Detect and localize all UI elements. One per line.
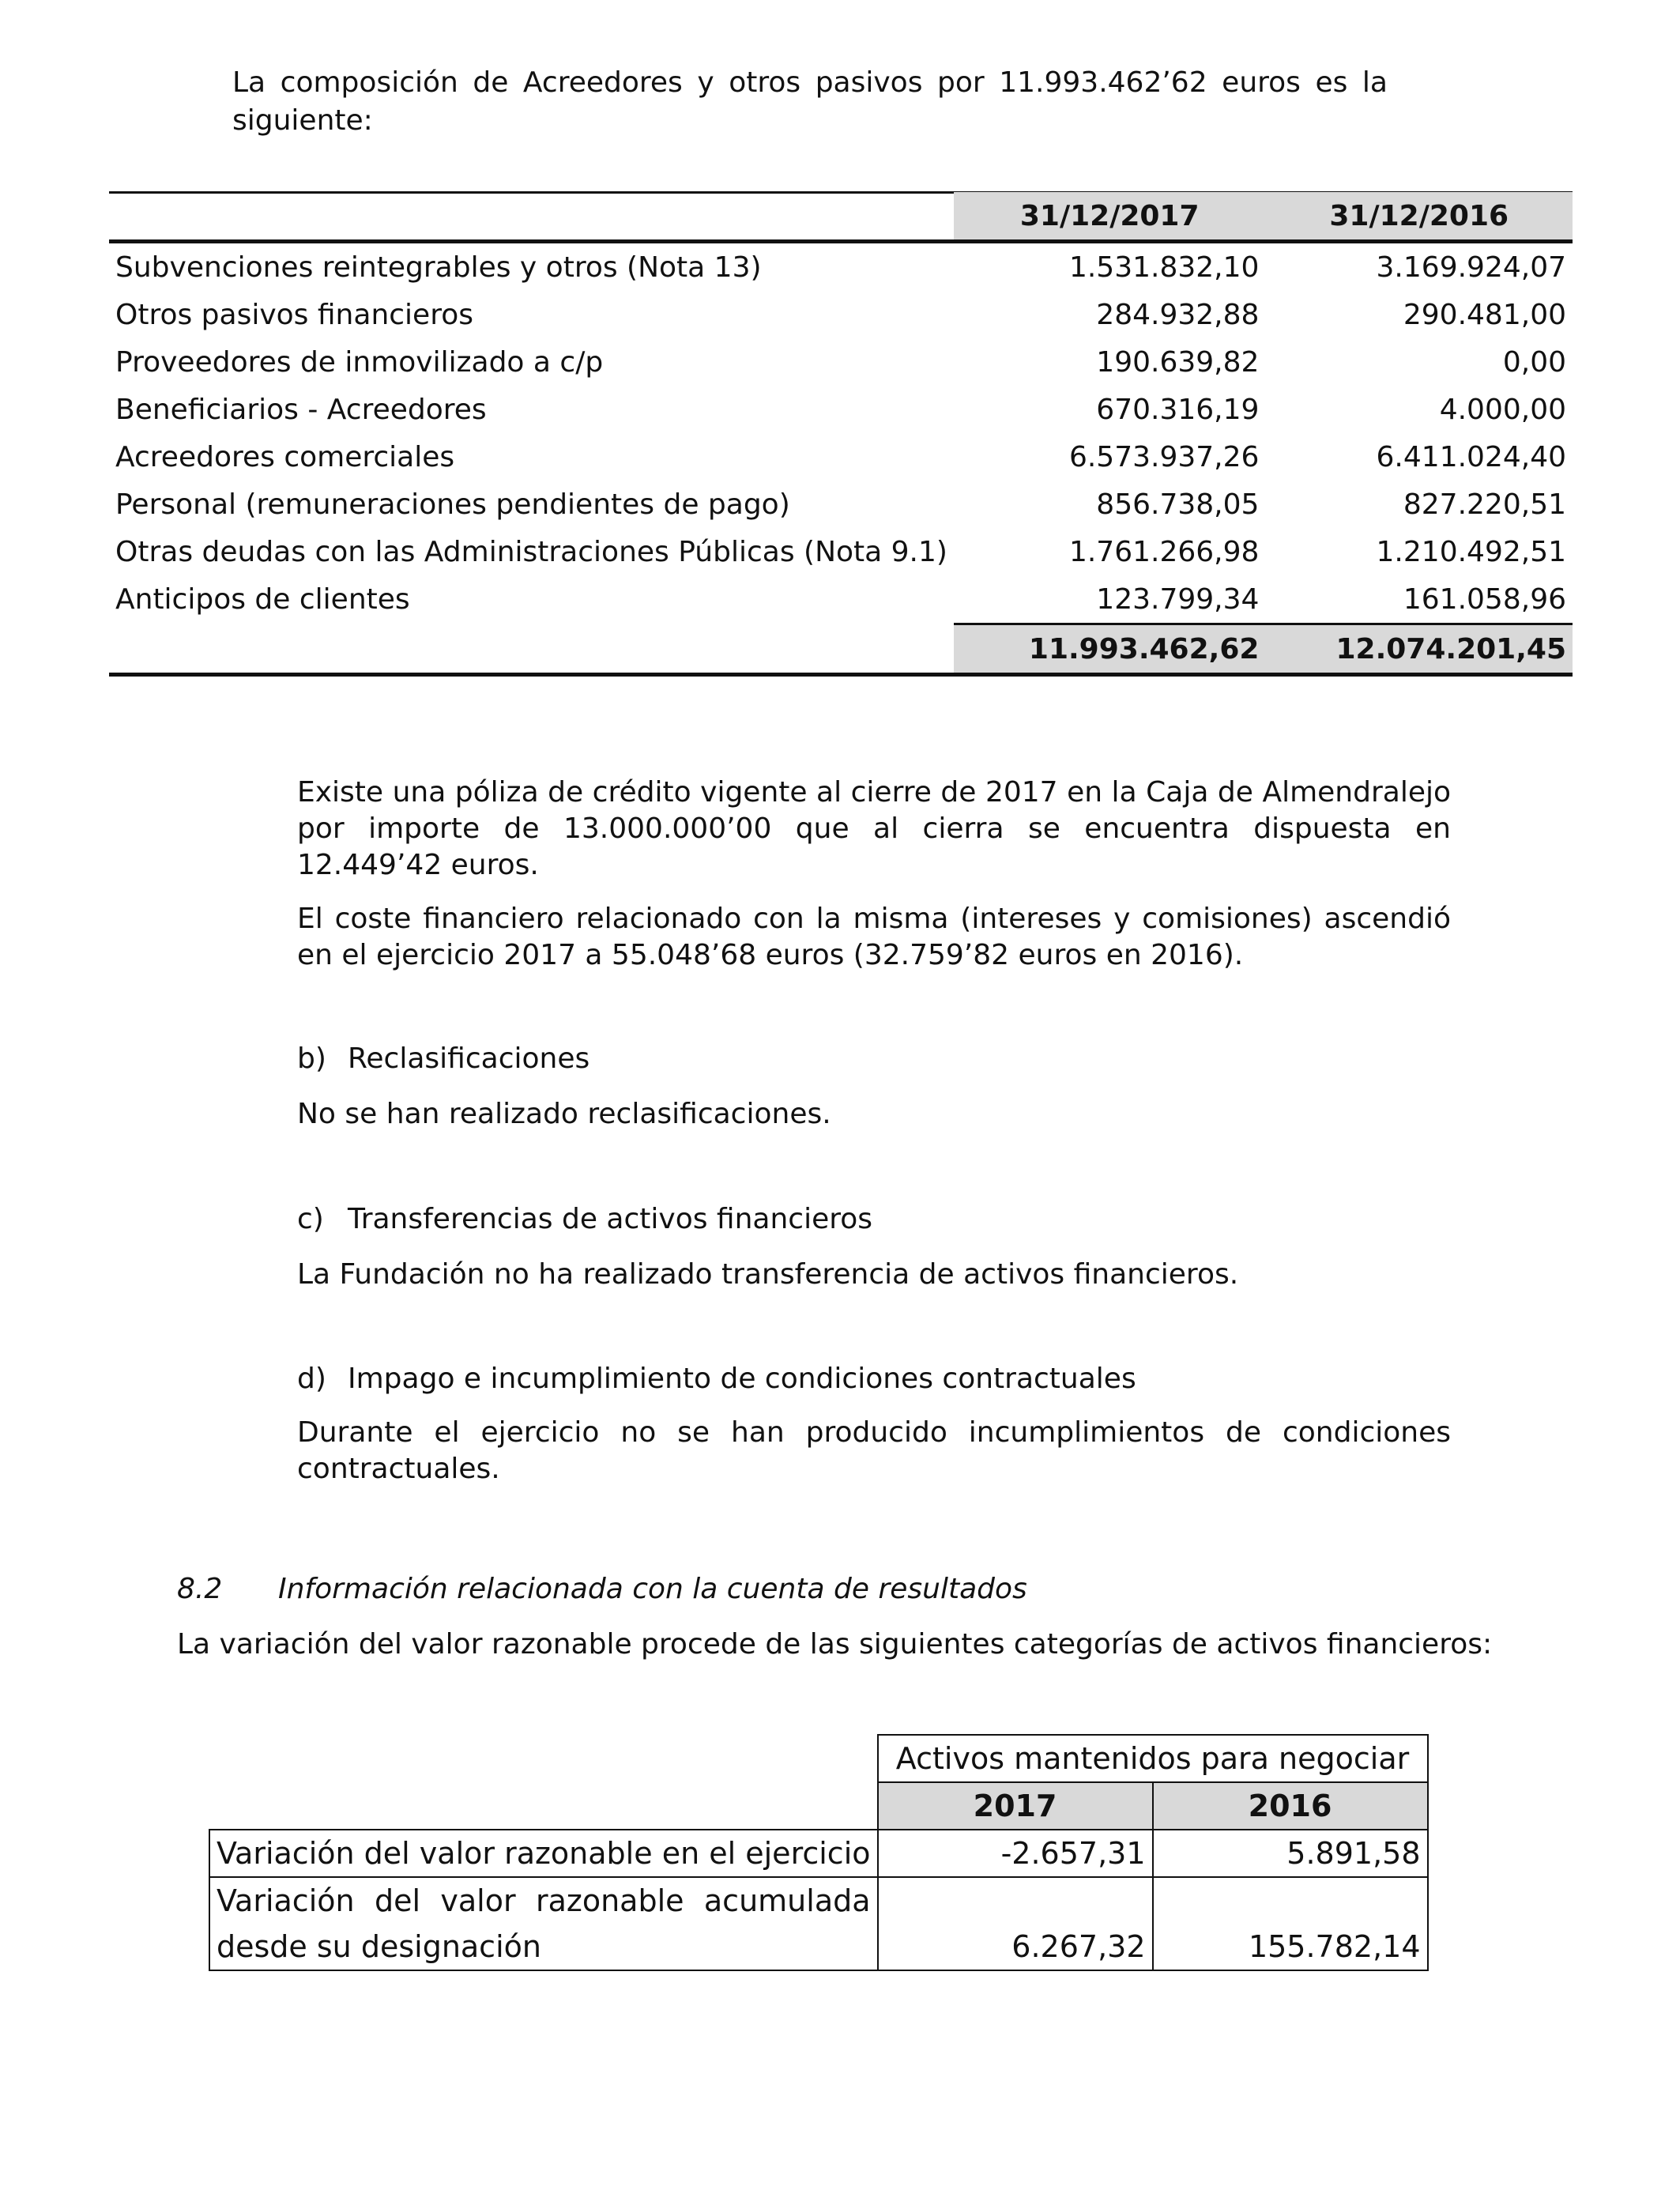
item-label: c): [297, 1203, 324, 1235]
table-row: [109, 481, 1573, 528]
item-label: d): [297, 1363, 326, 1395]
row-label: Anticipos de clientes: [115, 583, 410, 616]
intro-line-1: La composición de Acreedores y otros pasivos por 11.993.462’62 euros es la: [232, 66, 1388, 99]
row-value-2016: 1.210.492,51: [1376, 535, 1566, 568]
table-row: [109, 386, 1573, 433]
row-value-2016: 0,00: [1502, 345, 1566, 379]
total-2017: 11.993.462,62: [954, 624, 1265, 675]
section-title: Información relacionada con la cuenta de resultados: [278, 1573, 1027, 1605]
credit-paragraph-1: Existe una póliza de crédito vigente al cierre de 2017 en la Caja de Almendralejo por importe de 13.000.000’00 que al cierra se encuentra dispuesta en 12.449’42 euros.: [297, 776, 1451, 881]
row-value-2016: 6.411.024,40: [1376, 440, 1566, 473]
section-heading: [177, 1571, 1027, 1608]
section-number: 8.2: [177, 1573, 223, 1605]
row-label: Acreedores comerciales: [115, 440, 455, 473]
item-title: Transferencias de activos financieros: [348, 1203, 873, 1235]
row-label: Otras deudas con las Administraciones Públicas (Nota 9.1): [115, 535, 947, 568]
table1-total-row: [109, 624, 1573, 675]
table2-year-header-row: [209, 1782, 1428, 1830]
table1-header-2017: 31/12/2017: [954, 192, 1265, 242]
item-title: Reclasificaciones: [348, 1042, 590, 1075]
credit-paragraph-2: El coste financiero relacionado con la misma (intereses y comisiones) ascendió en el ejercicio 2017 a 55.048’68 euros (32.759’82 euros en 2016).: [297, 903, 1451, 971]
item-d-heading: [297, 1361, 1136, 1397]
table2-empty-cell: [209, 1782, 878, 1830]
table2-header-2017: 2017: [878, 1782, 1153, 1830]
row-value-2016: 3.169.924,07: [1376, 251, 1566, 284]
table1-header-row: [109, 192, 1573, 242]
item-c-text: La Fundación no ha realizado transferencia de activos financieros.: [297, 1258, 1239, 1291]
table-row: [109, 575, 1573, 624]
row-value-2017: 856.738,05: [1096, 488, 1260, 521]
row-value-2016: 827.220,51: [1403, 488, 1566, 521]
item-b-heading: [297, 1041, 590, 1077]
section-intro: La variación del valor razonable procede de las siguientes categorías de activos financieros:: [177, 1628, 1493, 1661]
row-value-2017: 1.761.266,98: [1068, 535, 1260, 568]
table1-header-label: [109, 192, 954, 242]
row-value-2017: 123.799,34: [1096, 582, 1260, 616]
item-title: Impago e incumplimiento de condiciones contractuales: [348, 1363, 1136, 1395]
item-label: b): [297, 1042, 326, 1075]
row-label: Proveedores de inmovilizado a c/p: [115, 345, 604, 379]
table1-header-2016: 31/12/2016: [1265, 192, 1573, 242]
row-value-2016: 155.782,14: [1153, 1877, 1428, 1970]
intro-line-2: siguiente:: [232, 104, 373, 137]
table-row: [109, 433, 1573, 481]
row-value-2017: 284.932,88: [1096, 298, 1260, 331]
item-c-heading: [297, 1201, 872, 1238]
row-value-2017: 1.531.832,10: [1068, 251, 1260, 284]
row-value-2016: 4.000,00: [1439, 393, 1566, 426]
creditors-table: [109, 192, 1573, 677]
table2-group-header-row: [209, 1735, 1428, 1782]
row-value-2017: 190.639,82: [1096, 345, 1260, 379]
row-label: Beneficiarios - Acreedores: [115, 393, 487, 426]
table2-group-header: Activos mantenidos para negociar: [878, 1735, 1428, 1782]
row-label: [209, 1877, 878, 1970]
row-label: Personal (remuneraciones pendientes de pago): [115, 488, 790, 521]
row-value-2017: -2.657,31: [878, 1830, 1153, 1877]
row-value-2016: 161.058,96: [1403, 582, 1566, 616]
row-value-2016: 5.891,58: [1153, 1830, 1428, 1877]
table-row: [209, 1877, 1428, 1970]
table2-header-2016: 2016: [1153, 1782, 1428, 1830]
row-label-line-2: desde su designación: [217, 1929, 541, 1964]
row-value-2017: 6.267,32: [878, 1877, 1153, 1970]
table-row: [109, 338, 1573, 386]
row-value-2016: 290.481,00: [1403, 298, 1566, 331]
row-label: Subvenciones reintegrables y otros (Nota 13): [115, 251, 762, 284]
table2-empty-cell: [209, 1735, 878, 1782]
row-label: Otros pasivos financieros: [115, 298, 473, 331]
total-2016: 12.074.201,45: [1265, 624, 1573, 675]
row-value-2017: 670.316,19: [1096, 393, 1260, 426]
item-d-text: Durante el ejercicio no se han producido incumplimientos de condiciones contractuales.: [297, 1416, 1451, 1485]
item-b-text: No se han realizado reclasificaciones.: [297, 1098, 831, 1130]
row-label-line-1: Variación del valor razonable acumulada: [217, 1883, 871, 1918]
table-row: [109, 291, 1573, 338]
table-row: [109, 528, 1573, 575]
row-label: Variación del valor razonable en el ejercicio: [209, 1830, 878, 1877]
total-label: [109, 624, 954, 675]
table-row: [109, 242, 1573, 292]
table-row: [209, 1830, 1428, 1877]
row-value-2017: 6.573.937,26: [1068, 440, 1260, 473]
fair-value-table: [209, 1734, 1429, 1971]
